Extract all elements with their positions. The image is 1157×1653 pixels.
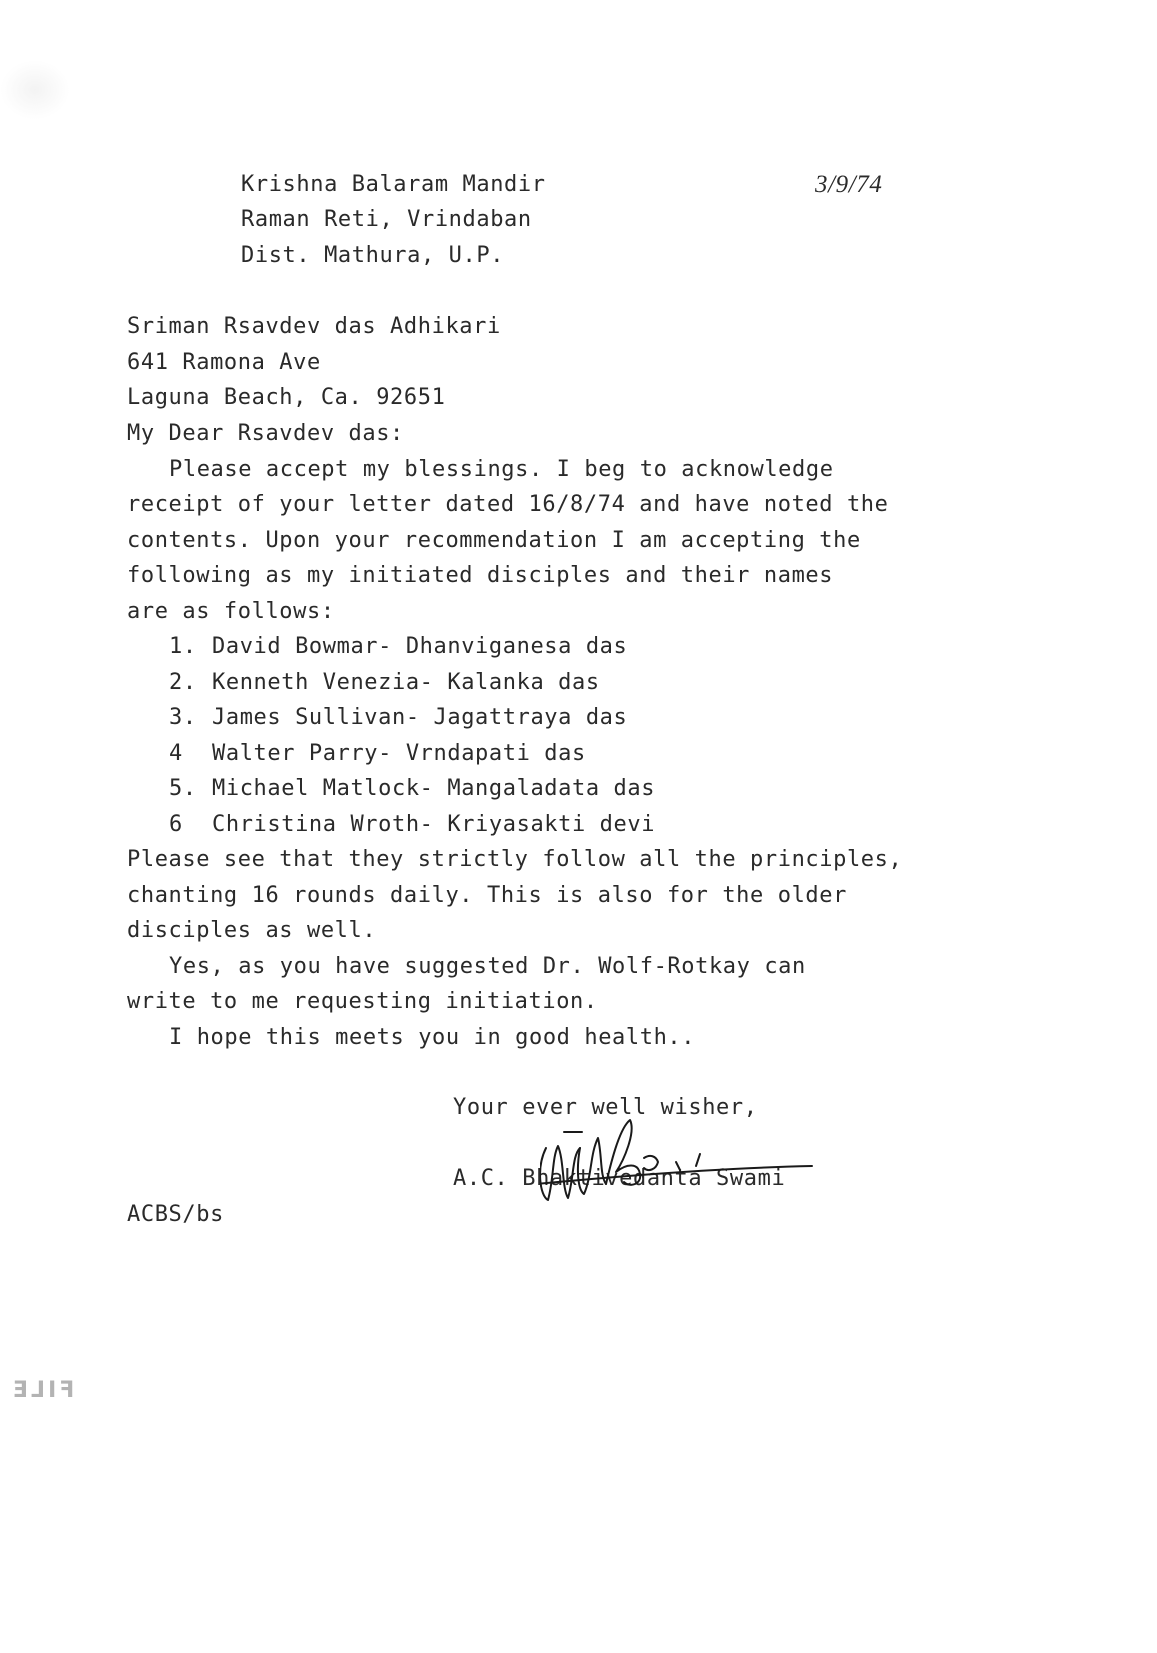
list-item-number: 3. — [169, 705, 197, 730]
list-item-text: James Sullivan- Jagattraya das — [212, 705, 628, 730]
list-item-number: 4 — [169, 741, 183, 766]
body-paragraph-4: I hope this meets you in good health.. — [169, 1025, 696, 1050]
body-line: Yes, as you have suggested Dr. Wolf-Rotkay can — [169, 954, 806, 979]
letterhead-line-3: Dist. Mathura, U.P. — [241, 243, 505, 268]
handwritten-signature — [540, 1118, 860, 1228]
recipient-city: Laguna Beach, Ca. 92651 — [127, 385, 446, 410]
list-item-text: Kenneth Venezia- Kalanka das — [212, 670, 600, 695]
body-line: are as follows: — [127, 599, 335, 624]
body-line: Please accept my blessings. I beg to acknowledge — [169, 457, 834, 482]
body-line: following as my initiated disciples and their names — [127, 563, 834, 588]
list-item-number: 1. — [169, 634, 197, 659]
paper-smudge — [0, 60, 70, 120]
valediction: Your ever well wisher, — [453, 1095, 758, 1120]
body-line: write to me requesting initiation. — [127, 989, 598, 1014]
list-item-text: Walter Parry- Vrndapati das — [212, 741, 586, 766]
list-item-number: 5. — [169, 776, 197, 801]
letterhead-line-2: Raman Reti, Vrindaban — [241, 207, 532, 232]
letterhead-line-1: Krishna Balaram Mandir — [241, 172, 546, 197]
list-item-text: Michael Matlock- Mangaladata das — [212, 776, 656, 801]
reference-initials: ACBS/bs — [127, 1202, 224, 1227]
recipient-street: 641 Ramona Ave — [127, 350, 321, 375]
list-item-number: 2. — [169, 670, 197, 695]
body-line: receipt of your letter dated 16/8/74 and have noted the — [127, 492, 889, 517]
signer-name: A.C. Bhaktivedanta Swami — [453, 1166, 786, 1191]
list-item-number: 6 — [169, 812, 183, 837]
body-line: Please see that they strictly follow all the principles, — [127, 847, 903, 872]
salutation: My Dear Rsavdev das: — [127, 421, 404, 446]
list-item-text: David Bowmar- Dhanviganesa das — [212, 634, 628, 659]
list-item-text: Christina Wroth- Kriyasakti devi — [212, 812, 656, 837]
body-line: contents. Upon your recommendation I am accepting the — [127, 528, 861, 553]
letter-date: 3/9/74 — [815, 171, 883, 198]
body-line: disciples as well. — [127, 918, 377, 943]
file-stamp: FILE — [10, 1378, 75, 1403]
body-line: chanting 16 rounds daily. This is also for the older — [127, 883, 847, 908]
recipient-name: Sriman Rsavdev das Adhikari — [127, 314, 501, 339]
